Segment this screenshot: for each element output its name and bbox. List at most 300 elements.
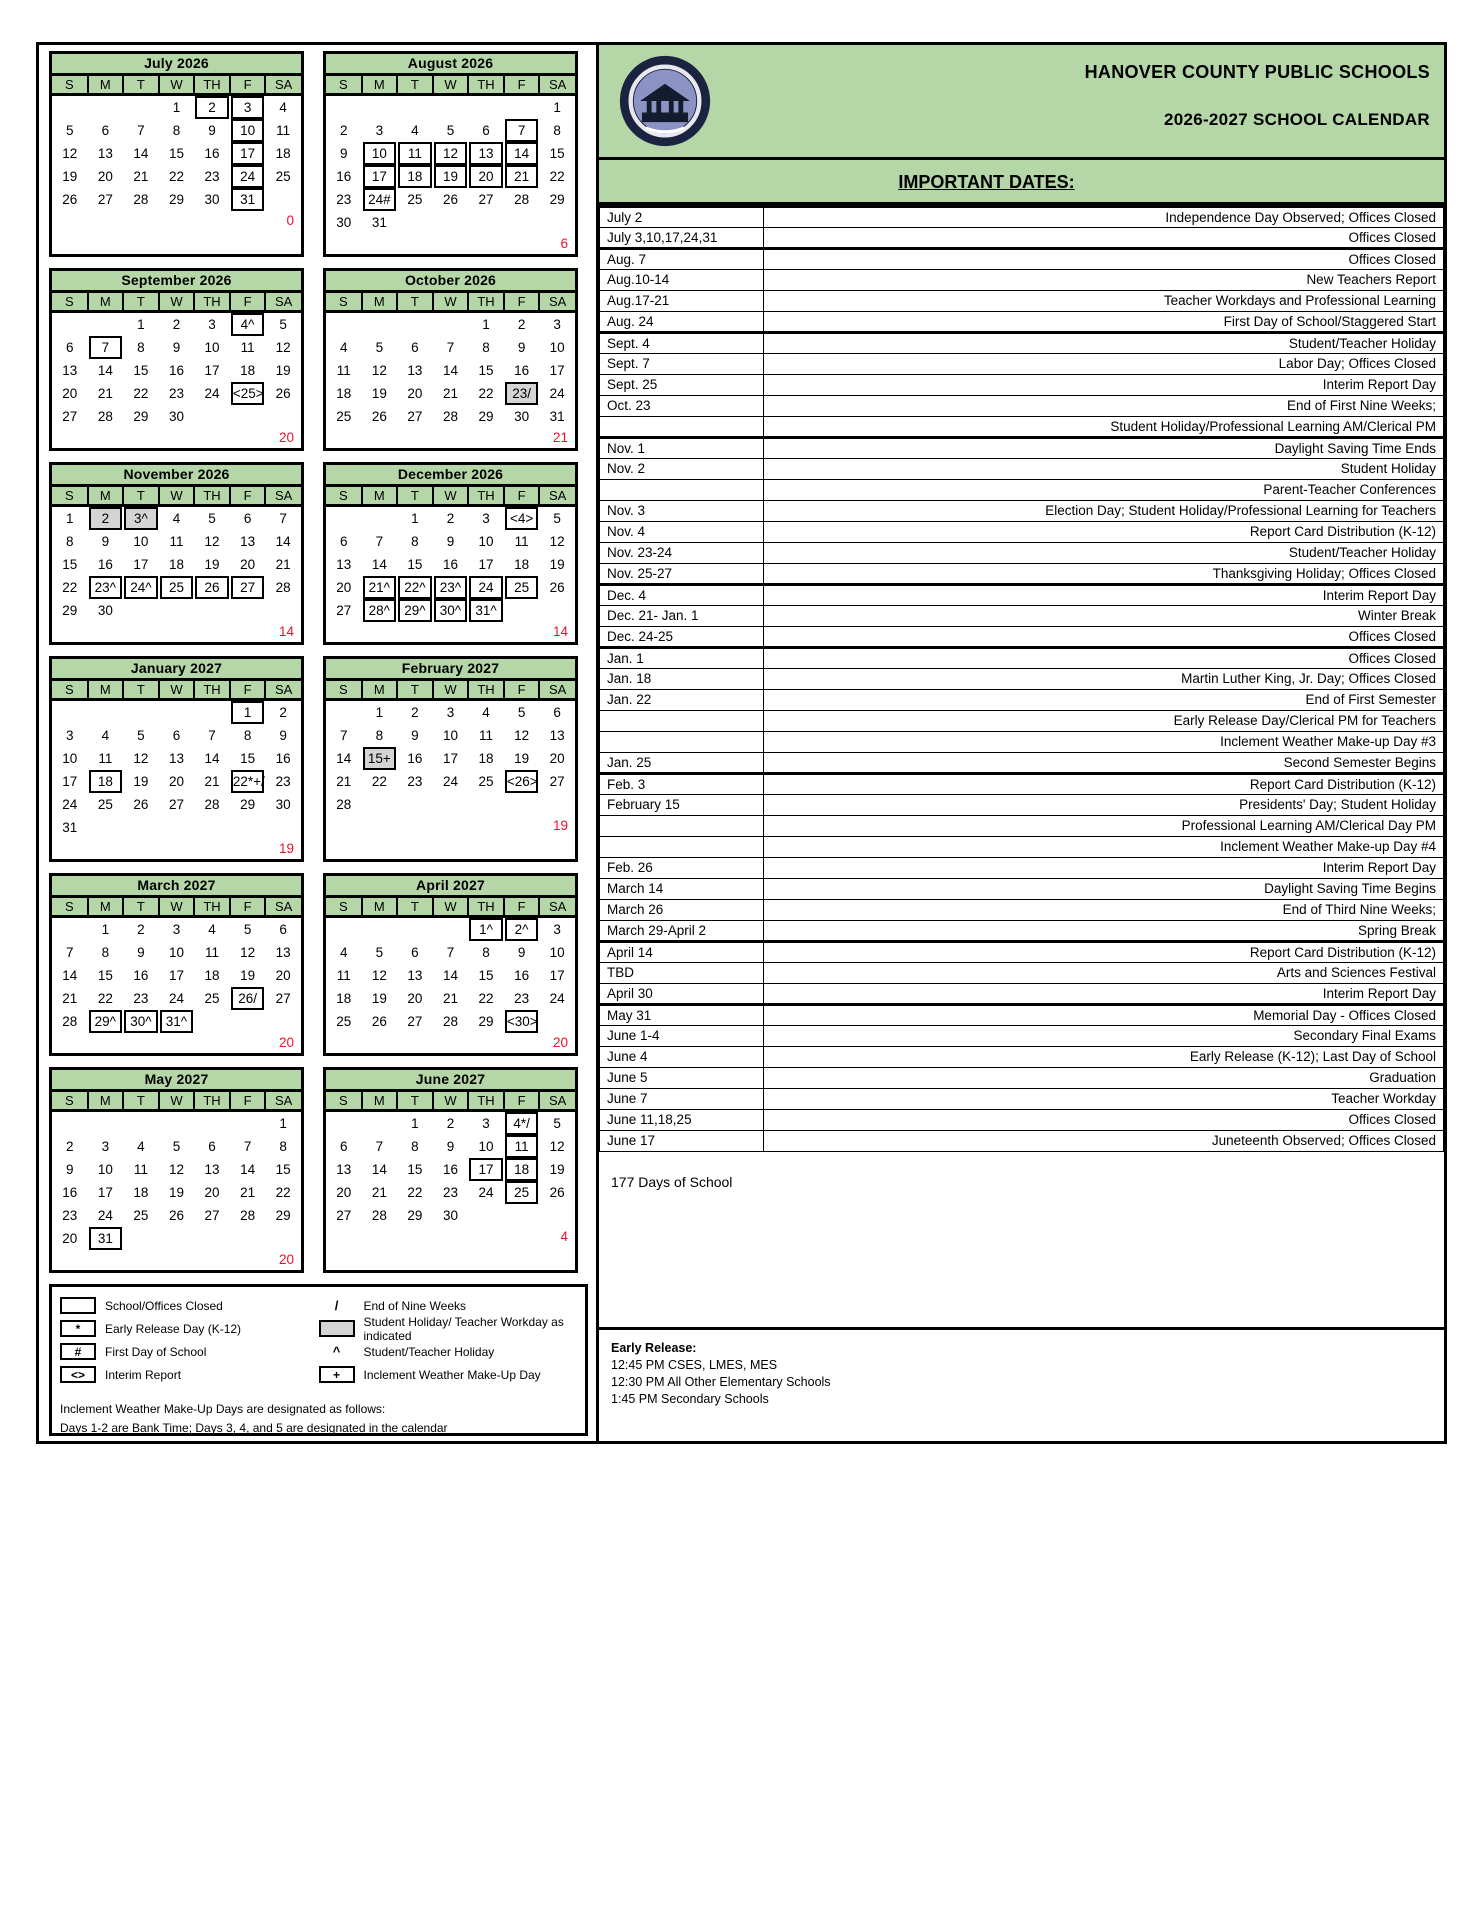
day-cell[interactable]	[468, 359, 504, 382]
day-cell[interactable]	[265, 770, 301, 793]
day-cell[interactable]	[88, 1135, 124, 1158]
day-cell[interactable]	[123, 770, 159, 793]
day-cell[interactable]	[397, 119, 433, 142]
day-cell[interactable]	[159, 1181, 195, 1204]
day-cell[interactable]	[326, 599, 362, 622]
day-cell[interactable]	[265, 1135, 301, 1158]
day-cell[interactable]	[468, 747, 504, 770]
day-cell[interactable]	[52, 336, 88, 359]
day-cell[interactable]	[88, 1204, 124, 1227]
day-cell[interactable]	[159, 119, 195, 142]
day-cell[interactable]	[468, 917, 504, 942]
day-cell[interactable]	[52, 553, 88, 576]
day-cell[interactable]	[433, 1135, 469, 1158]
day-cell[interactable]	[326, 747, 362, 770]
day-cell[interactable]	[397, 1158, 433, 1181]
day-cell[interactable]	[52, 1135, 88, 1158]
day-cell[interactable]	[265, 1181, 301, 1204]
day-cell[interactable]	[504, 1010, 540, 1033]
day-cell[interactable]	[433, 405, 469, 428]
day-cell[interactable]	[265, 700, 301, 725]
day-cell[interactable]	[159, 530, 195, 553]
day-cell[interactable]	[265, 553, 301, 576]
day-cell[interactable]	[123, 530, 159, 553]
day-cell[interactable]	[230, 1181, 266, 1204]
day-cell[interactable]	[123, 917, 159, 942]
day-cell[interactable]	[159, 405, 195, 428]
day-cell[interactable]	[362, 553, 398, 576]
day-cell[interactable]	[397, 530, 433, 553]
day-cell[interactable]	[468, 405, 504, 428]
day-cell[interactable]	[468, 599, 504, 622]
day-cell[interactable]	[230, 747, 266, 770]
day-cell[interactable]	[504, 770, 540, 793]
day-cell[interactable]	[433, 724, 469, 747]
day-cell[interactable]	[230, 941, 266, 964]
day-cell[interactable]	[397, 700, 433, 725]
day-cell[interactable]	[362, 1010, 398, 1033]
day-cell[interactable]	[468, 553, 504, 576]
day-cell[interactable]	[52, 941, 88, 964]
day-cell[interactable]	[433, 1158, 469, 1181]
day-cell[interactable]	[539, 1111, 575, 1136]
day-cell[interactable]	[52, 1181, 88, 1204]
day-cell[interactable]	[504, 576, 540, 599]
day-cell[interactable]	[194, 165, 230, 188]
day-cell[interactable]	[88, 941, 124, 964]
day-cell[interactable]	[362, 165, 398, 188]
day-cell[interactable]	[397, 1135, 433, 1158]
day-cell[interactable]	[123, 405, 159, 428]
day-cell[interactable]	[265, 1204, 301, 1227]
day-cell[interactable]	[468, 576, 504, 599]
day-cell[interactable]	[326, 941, 362, 964]
day-cell[interactable]	[123, 382, 159, 405]
day-cell[interactable]	[159, 312, 195, 337]
day-cell[interactable]	[230, 119, 266, 142]
day-cell[interactable]	[539, 530, 575, 553]
day-cell[interactable]	[265, 382, 301, 405]
day-cell[interactable]	[539, 770, 575, 793]
day-cell[interactable]	[88, 724, 124, 747]
day-cell[interactable]	[468, 700, 504, 725]
day-cell[interactable]	[504, 359, 540, 382]
day-cell[interactable]	[433, 700, 469, 725]
day-cell[interactable]	[326, 142, 362, 165]
day-cell[interactable]	[265, 142, 301, 165]
day-cell[interactable]	[397, 553, 433, 576]
day-cell[interactable]	[265, 165, 301, 188]
day-cell[interactable]	[159, 506, 195, 531]
day-cell[interactable]	[326, 359, 362, 382]
day-cell[interactable]	[52, 964, 88, 987]
day-cell[interactable]	[362, 576, 398, 599]
day-cell[interactable]	[230, 312, 266, 337]
day-cell[interactable]	[539, 142, 575, 165]
day-cell[interactable]	[194, 336, 230, 359]
day-cell[interactable]	[397, 336, 433, 359]
day-cell[interactable]	[194, 530, 230, 553]
day-cell[interactable]	[194, 917, 230, 942]
day-cell[interactable]	[52, 987, 88, 1010]
day-cell[interactable]	[194, 724, 230, 747]
day-cell[interactable]	[539, 506, 575, 531]
day-cell[interactable]	[123, 964, 159, 987]
day-cell[interactable]	[52, 359, 88, 382]
day-cell[interactable]	[397, 382, 433, 405]
day-cell[interactable]	[194, 359, 230, 382]
day-cell[interactable]	[539, 405, 575, 428]
day-cell[interactable]	[539, 747, 575, 770]
day-cell[interactable]	[52, 382, 88, 405]
day-cell[interactable]	[433, 1111, 469, 1136]
day-cell[interactable]	[362, 359, 398, 382]
day-cell[interactable]	[88, 119, 124, 142]
day-cell[interactable]	[504, 142, 540, 165]
day-cell[interactable]	[468, 987, 504, 1010]
day-cell[interactable]	[88, 553, 124, 576]
day-cell[interactable]	[230, 95, 266, 120]
day-cell[interactable]	[194, 553, 230, 576]
day-cell[interactable]	[265, 917, 301, 942]
day-cell[interactable]	[433, 599, 469, 622]
day-cell[interactable]	[504, 1111, 540, 1136]
day-cell[interactable]	[194, 987, 230, 1010]
day-cell[interactable]	[433, 382, 469, 405]
day-cell[interactable]	[468, 188, 504, 211]
day-cell[interactable]	[539, 987, 575, 1010]
day-cell[interactable]	[326, 987, 362, 1010]
day-cell[interactable]	[230, 793, 266, 816]
day-cell[interactable]	[468, 1181, 504, 1204]
day-cell[interactable]	[230, 700, 266, 725]
day-cell[interactable]	[194, 1135, 230, 1158]
day-cell[interactable]	[123, 941, 159, 964]
day-cell[interactable]	[326, 576, 362, 599]
day-cell[interactable]	[433, 142, 469, 165]
day-cell[interactable]	[504, 964, 540, 987]
day-cell[interactable]	[504, 405, 540, 428]
day-cell[interactable]	[52, 506, 88, 531]
day-cell[interactable]	[230, 165, 266, 188]
day-cell[interactable]	[230, 1158, 266, 1181]
day-cell[interactable]	[123, 1181, 159, 1204]
day-cell[interactable]	[504, 165, 540, 188]
day-cell[interactable]	[52, 816, 88, 839]
day-cell[interactable]	[52, 1158, 88, 1181]
day-cell[interactable]	[362, 530, 398, 553]
day-cell[interactable]	[468, 1158, 504, 1181]
day-cell[interactable]	[468, 312, 504, 337]
day-cell[interactable]	[159, 336, 195, 359]
day-cell[interactable]	[433, 941, 469, 964]
day-cell[interactable]	[88, 382, 124, 405]
day-cell[interactable]	[230, 382, 266, 405]
day-cell[interactable]	[326, 724, 362, 747]
day-cell[interactable]	[468, 770, 504, 793]
day-cell[interactable]	[159, 1204, 195, 1227]
day-cell[interactable]	[539, 700, 575, 725]
day-cell[interactable]	[194, 382, 230, 405]
day-cell[interactable]	[265, 1158, 301, 1181]
day-cell[interactable]	[397, 506, 433, 531]
day-cell[interactable]	[433, 987, 469, 1010]
day-cell[interactable]	[397, 964, 433, 987]
day-cell[interactable]	[539, 1181, 575, 1204]
day-cell[interactable]	[230, 917, 266, 942]
day-cell[interactable]	[397, 188, 433, 211]
day-cell[interactable]	[52, 1010, 88, 1033]
day-cell[interactable]	[326, 530, 362, 553]
day-cell[interactable]	[468, 142, 504, 165]
day-cell[interactable]	[88, 917, 124, 942]
day-cell[interactable]	[326, 382, 362, 405]
day-cell[interactable]	[504, 382, 540, 405]
day-cell[interactable]	[397, 747, 433, 770]
day-cell[interactable]	[88, 530, 124, 553]
day-cell[interactable]	[397, 770, 433, 793]
day-cell[interactable]	[539, 941, 575, 964]
day-cell[interactable]	[362, 941, 398, 964]
day-cell[interactable]	[52, 119, 88, 142]
day-cell[interactable]	[88, 405, 124, 428]
day-cell[interactable]	[362, 700, 398, 725]
day-cell[interactable]	[265, 964, 301, 987]
day-cell[interactable]	[433, 530, 469, 553]
day-cell[interactable]	[88, 1158, 124, 1181]
day-cell[interactable]	[194, 576, 230, 599]
day-cell[interactable]	[265, 506, 301, 531]
day-cell[interactable]	[362, 188, 398, 211]
day-cell[interactable]	[230, 1135, 266, 1158]
day-cell[interactable]	[362, 599, 398, 622]
day-cell[interactable]	[504, 530, 540, 553]
day-cell[interactable]	[433, 165, 469, 188]
day-cell[interactable]	[159, 793, 195, 816]
day-cell[interactable]	[433, 1181, 469, 1204]
day-cell[interactable]	[539, 165, 575, 188]
day-cell[interactable]	[52, 165, 88, 188]
day-cell[interactable]	[397, 1111, 433, 1136]
day-cell[interactable]	[159, 917, 195, 942]
day-cell[interactable]	[194, 312, 230, 337]
day-cell[interactable]	[504, 1181, 540, 1204]
day-cell[interactable]	[433, 119, 469, 142]
day-cell[interactable]	[88, 142, 124, 165]
day-cell[interactable]	[504, 987, 540, 1010]
day-cell[interactable]	[539, 119, 575, 142]
day-cell[interactable]	[433, 188, 469, 211]
day-cell[interactable]	[265, 119, 301, 142]
day-cell[interactable]	[362, 142, 398, 165]
day-cell[interactable]	[326, 1135, 362, 1158]
day-cell[interactable]	[88, 599, 124, 622]
day-cell[interactable]	[433, 770, 469, 793]
day-cell[interactable]	[123, 724, 159, 747]
day-cell[interactable]	[230, 1204, 266, 1227]
day-cell[interactable]	[433, 553, 469, 576]
day-cell[interactable]	[230, 987, 266, 1010]
day-cell[interactable]	[159, 987, 195, 1010]
day-cell[interactable]	[88, 987, 124, 1010]
day-cell[interactable]	[468, 506, 504, 531]
day-cell[interactable]	[194, 793, 230, 816]
day-cell[interactable]	[194, 964, 230, 987]
day-cell[interactable]	[539, 312, 575, 337]
day-cell[interactable]	[362, 770, 398, 793]
day-cell[interactable]	[159, 1010, 195, 1033]
day-cell[interactable]	[230, 359, 266, 382]
day-cell[interactable]	[123, 142, 159, 165]
day-cell[interactable]	[123, 188, 159, 211]
day-cell[interactable]	[123, 1204, 159, 1227]
day-cell[interactable]	[123, 312, 159, 337]
day-cell[interactable]	[159, 941, 195, 964]
day-cell[interactable]	[539, 576, 575, 599]
day-cell[interactable]	[265, 312, 301, 337]
day-cell[interactable]	[230, 770, 266, 793]
day-cell[interactable]	[468, 1135, 504, 1158]
day-cell[interactable]	[88, 188, 124, 211]
day-cell[interactable]	[159, 553, 195, 576]
day-cell[interactable]	[326, 1158, 362, 1181]
day-cell[interactable]	[230, 188, 266, 211]
day-cell[interactable]	[123, 359, 159, 382]
day-cell[interactable]	[504, 312, 540, 337]
day-cell[interactable]	[504, 188, 540, 211]
day-cell[interactable]	[539, 1158, 575, 1181]
day-cell[interactable]	[362, 1135, 398, 1158]
day-cell[interactable]	[539, 917, 575, 942]
day-cell[interactable]	[194, 188, 230, 211]
day-cell[interactable]	[362, 987, 398, 1010]
day-cell[interactable]	[52, 405, 88, 428]
day-cell[interactable]	[362, 211, 398, 234]
day-cell[interactable]	[52, 770, 88, 793]
day-cell[interactable]	[326, 211, 362, 234]
day-cell[interactable]	[326, 165, 362, 188]
day-cell[interactable]	[326, 1010, 362, 1033]
day-cell[interactable]	[52, 576, 88, 599]
day-cell[interactable]	[433, 1010, 469, 1033]
day-cell[interactable]	[265, 941, 301, 964]
day-cell[interactable]	[397, 1010, 433, 1033]
day-cell[interactable]	[326, 188, 362, 211]
day-cell[interactable]	[194, 142, 230, 165]
day-cell[interactable]	[433, 506, 469, 531]
day-cell[interactable]	[362, 405, 398, 428]
day-cell[interactable]	[362, 119, 398, 142]
day-cell[interactable]	[159, 770, 195, 793]
day-cell[interactable]	[433, 747, 469, 770]
day-cell[interactable]	[397, 405, 433, 428]
day-cell[interactable]	[52, 599, 88, 622]
day-cell[interactable]	[326, 553, 362, 576]
day-cell[interactable]	[362, 747, 398, 770]
day-cell[interactable]	[88, 359, 124, 382]
day-cell[interactable]	[123, 987, 159, 1010]
day-cell[interactable]	[88, 165, 124, 188]
day-cell[interactable]	[397, 724, 433, 747]
day-cell[interactable]	[433, 576, 469, 599]
day-cell[interactable]	[52, 188, 88, 211]
day-cell[interactable]	[504, 700, 540, 725]
day-cell[interactable]	[326, 793, 362, 816]
day-cell[interactable]	[504, 1135, 540, 1158]
day-cell[interactable]	[468, 941, 504, 964]
day-cell[interactable]	[230, 724, 266, 747]
day-cell[interactable]	[504, 119, 540, 142]
day-cell[interactable]	[326, 964, 362, 987]
day-cell[interactable]	[123, 553, 159, 576]
day-cell[interactable]	[88, 506, 124, 531]
day-cell[interactable]	[362, 1204, 398, 1227]
day-cell[interactable]	[88, 1010, 124, 1033]
day-cell[interactable]	[468, 382, 504, 405]
day-cell[interactable]	[265, 724, 301, 747]
day-cell[interactable]	[539, 188, 575, 211]
day-cell[interactable]	[397, 142, 433, 165]
day-cell[interactable]	[504, 1158, 540, 1181]
day-cell[interactable]	[230, 530, 266, 553]
day-cell[interactable]	[159, 188, 195, 211]
day-cell[interactable]	[265, 793, 301, 816]
day-cell[interactable]	[230, 506, 266, 531]
day-cell[interactable]	[504, 941, 540, 964]
day-cell[interactable]	[362, 724, 398, 747]
day-cell[interactable]	[123, 165, 159, 188]
day-cell[interactable]	[397, 359, 433, 382]
day-cell[interactable]	[194, 747, 230, 770]
day-cell[interactable]	[194, 941, 230, 964]
day-cell[interactable]	[88, 576, 124, 599]
day-cell[interactable]	[326, 336, 362, 359]
day-cell[interactable]	[194, 1181, 230, 1204]
day-cell[interactable]	[159, 142, 195, 165]
day-cell[interactable]	[52, 1227, 88, 1250]
day-cell[interactable]	[397, 941, 433, 964]
day-cell[interactable]	[230, 336, 266, 359]
day-cell[interactable]	[194, 1158, 230, 1181]
day-cell[interactable]	[539, 336, 575, 359]
day-cell[interactable]	[326, 405, 362, 428]
day-cell[interactable]	[52, 793, 88, 816]
day-cell[interactable]	[504, 553, 540, 576]
day-cell[interactable]	[88, 770, 124, 793]
day-cell[interactable]	[159, 165, 195, 188]
day-cell[interactable]	[433, 336, 469, 359]
day-cell[interactable]	[468, 724, 504, 747]
day-cell[interactable]	[159, 747, 195, 770]
day-cell[interactable]	[194, 506, 230, 531]
day-cell[interactable]	[230, 576, 266, 599]
day-cell[interactable]	[397, 1181, 433, 1204]
day-cell[interactable]	[123, 747, 159, 770]
day-cell[interactable]	[159, 576, 195, 599]
day-cell[interactable]	[159, 724, 195, 747]
day-cell[interactable]	[123, 336, 159, 359]
day-cell[interactable]	[265, 987, 301, 1010]
day-cell[interactable]	[265, 576, 301, 599]
day-cell[interactable]	[230, 553, 266, 576]
day-cell[interactable]	[194, 770, 230, 793]
day-cell[interactable]	[265, 95, 301, 120]
day-cell[interactable]	[194, 95, 230, 120]
day-cell[interactable]	[123, 1010, 159, 1033]
day-cell[interactable]	[504, 747, 540, 770]
day-cell[interactable]	[159, 359, 195, 382]
day-cell[interactable]	[123, 1158, 159, 1181]
